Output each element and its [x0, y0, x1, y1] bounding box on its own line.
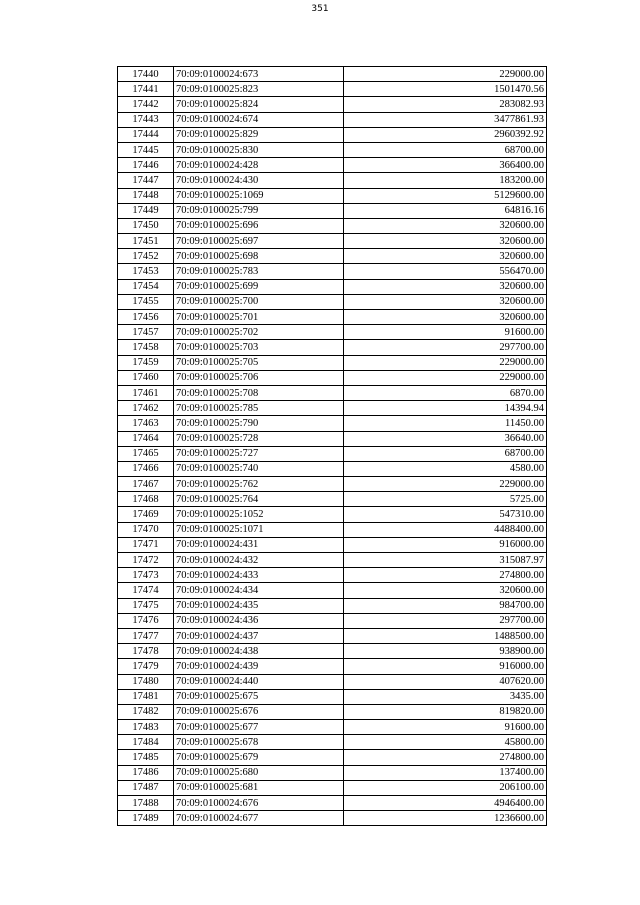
table-row	[118, 431, 547, 446]
row-number-cell: 17488	[118, 796, 174, 811]
table-row	[118, 780, 547, 795]
cadastral-number-cell: 70:09:0100024:434	[174, 583, 344, 598]
cadastral-number-cell: 70:09:0100025:762	[174, 477, 344, 492]
cadastral-number-cell: 70:09:0100025:1052	[174, 507, 344, 522]
cadastral-value-cell: 4488400.00	[344, 522, 547, 537]
cadastral-value-cell: 229000.00	[344, 370, 547, 385]
cadastral-value-cell: 297700.00	[344, 340, 547, 355]
cadastral-number-cell: 70:09:0100024:440	[174, 674, 344, 689]
cadastral-value-cell: 137400.00	[344, 765, 547, 780]
table-row	[118, 750, 547, 765]
cadastral-number-cell: 70:09:0100024:431	[174, 537, 344, 552]
cadastral-number-cell: 70:09:0100025:785	[174, 401, 344, 416]
cadastral-number-cell: 70:09:0100024:673	[174, 67, 344, 82]
cadastral-value-cell: 984700.00	[344, 598, 547, 613]
cadastral-number-cell: 70:09:0100025:705	[174, 355, 344, 370]
row-number-cell: 17448	[118, 188, 174, 203]
cadastral-number-cell: 70:09:0100024:439	[174, 659, 344, 674]
cadastral-value-cell: 229000.00	[344, 477, 547, 492]
table-row	[118, 127, 547, 142]
cadastral-number-cell: 70:09:0100025:699	[174, 279, 344, 294]
row-number-cell: 17460	[118, 370, 174, 385]
cadastral-number-cell: 70:09:0100024:435	[174, 598, 344, 613]
cadastral-number-cell: 70:09:0100025:740	[174, 461, 344, 476]
cadastral-value-cell: 819820.00	[344, 704, 547, 719]
cadastral-value-cell: 4946400.00	[344, 796, 547, 811]
row-number-cell: 17440	[118, 67, 174, 82]
table-row	[118, 97, 547, 112]
row-number-cell: 17471	[118, 537, 174, 552]
row-number-cell: 17456	[118, 310, 174, 325]
cadastral-number-cell: 70:09:0100024:432	[174, 553, 344, 568]
table-row	[118, 522, 547, 537]
cadastral-value-cell: 320600.00	[344, 583, 547, 598]
table-row	[118, 82, 547, 97]
row-number-cell: 17475	[118, 598, 174, 613]
row-number-cell: 17454	[118, 279, 174, 294]
row-number-cell: 17476	[118, 613, 174, 628]
table-row	[118, 234, 547, 249]
cadastral-value-cell: 229000.00	[344, 355, 547, 370]
cadastral-value-cell: 6870.00	[344, 385, 547, 400]
row-number-cell: 17441	[118, 82, 174, 97]
cadastral-value-cell: 45800.00	[344, 735, 547, 750]
cadastral-value-cell: 11450.00	[344, 416, 547, 431]
cadastral-value-cell: 315087.97	[344, 553, 547, 568]
cadastral-value-cell: 91600.00	[344, 720, 547, 735]
cadastral-value-cell: 274800.00	[344, 568, 547, 583]
cadastral-value-cell: 320600.00	[344, 310, 547, 325]
cadastral-number-cell: 70:09:0100025:764	[174, 492, 344, 507]
cadastral-value-cell: 366400.00	[344, 158, 547, 173]
table-row	[118, 628, 547, 643]
table-row	[118, 112, 547, 127]
cadastral-value-cell: 916000.00	[344, 537, 547, 552]
row-number-cell: 17472	[118, 553, 174, 568]
cadastral-value-cell: 556470.00	[344, 264, 547, 279]
row-number-cell: 17468	[118, 492, 174, 507]
table-row	[118, 294, 547, 309]
table-row	[118, 461, 547, 476]
row-number-cell: 17467	[118, 477, 174, 492]
cadastral-value-cell: 1488500.00	[344, 628, 547, 643]
row-number-cell: 17474	[118, 583, 174, 598]
table-row	[118, 811, 547, 826]
row-number-cell: 17482	[118, 704, 174, 719]
cadastral-value-cell: 283082.93	[344, 97, 547, 112]
row-number-cell: 17470	[118, 522, 174, 537]
row-number-cell: 17464	[118, 431, 174, 446]
row-number-cell: 17478	[118, 644, 174, 659]
table-row	[118, 689, 547, 704]
cadastral-number-cell: 70:09:0100025:700	[174, 294, 344, 309]
cadastral-number-cell: 70:09:0100024:436	[174, 613, 344, 628]
row-number-cell: 17445	[118, 142, 174, 157]
cadastral-number-cell: 70:09:0100024:428	[174, 158, 344, 173]
row-number-cell: 17449	[118, 203, 174, 218]
row-number-cell: 17443	[118, 112, 174, 127]
cadastral-value-cell: 1501470.56	[344, 82, 547, 97]
cadastral-number-cell: 70:09:0100025:706	[174, 370, 344, 385]
table-row	[118, 674, 547, 689]
cadastral-value-cell: 320600.00	[344, 234, 547, 249]
table-row	[118, 598, 547, 613]
cadastral-value-cell: 5725.00	[344, 492, 547, 507]
row-number-cell: 17446	[118, 158, 174, 173]
cadastral-value-cell: 320600.00	[344, 249, 547, 264]
row-number-cell: 17458	[118, 340, 174, 355]
table-row	[118, 158, 547, 173]
table-row	[118, 401, 547, 416]
table-row	[118, 173, 547, 188]
cadastral-number-cell: 70:09:0100025:1071	[174, 522, 344, 537]
cadastral-number-cell: 70:09:0100025:799	[174, 203, 344, 218]
row-number-cell: 17485	[118, 750, 174, 765]
table-row	[118, 355, 547, 370]
cadastral-number-cell: 70:09:0100025:680	[174, 765, 344, 780]
row-number-cell: 17442	[118, 97, 174, 112]
cadastral-number-cell: 70:09:0100025:824	[174, 97, 344, 112]
table-row	[118, 765, 547, 780]
cadastral-number-cell: 70:09:0100025:676	[174, 704, 344, 719]
row-number-cell: 17486	[118, 765, 174, 780]
cadastral-number-cell: 70:09:0100024:677	[174, 811, 344, 826]
cadastral-value-cell: 36640.00	[344, 431, 547, 446]
table-row	[118, 142, 547, 157]
row-number-cell: 17479	[118, 659, 174, 674]
table-row	[118, 370, 547, 385]
cadastral-number-cell: 70:09:0100025:697	[174, 234, 344, 249]
cadastral-value-cell: 297700.00	[344, 613, 547, 628]
cadastral-number-cell: 70:09:0100025:1069	[174, 188, 344, 203]
table-row	[118, 659, 547, 674]
cadastral-value-cell: 547310.00	[344, 507, 547, 522]
cadastral-number-cell: 70:09:0100025:708	[174, 385, 344, 400]
table-row	[118, 796, 547, 811]
cadastral-value-cell: 4580.00	[344, 461, 547, 476]
table-row	[118, 553, 547, 568]
row-number-cell: 17462	[118, 401, 174, 416]
cadastral-value-cell: 206100.00	[344, 780, 547, 795]
cadastral-number-cell: 70:09:0100025:681	[174, 780, 344, 795]
table-row	[118, 446, 547, 461]
cadastral-number-cell: 70:09:0100025:830	[174, 142, 344, 157]
table-body	[118, 67, 547, 826]
cadastral-value-cell: 5129600.00	[344, 188, 547, 203]
table-row	[118, 583, 547, 598]
row-number-cell: 17481	[118, 689, 174, 704]
row-number-cell: 17466	[118, 461, 174, 476]
cadastral-value-cell: 3477861.93	[344, 112, 547, 127]
cadastral-value-cell: 68700.00	[344, 142, 547, 157]
table-row	[118, 477, 547, 492]
cadastral-number-cell: 70:09:0100025:829	[174, 127, 344, 142]
cadastral-value-cell: 320600.00	[344, 294, 547, 309]
row-number-cell: 17489	[118, 811, 174, 826]
cadastral-number-cell: 70:09:0100024:674	[174, 112, 344, 127]
cadastral-number-cell: 70:09:0100025:701	[174, 310, 344, 325]
cadastral-value-cell: 320600.00	[344, 279, 547, 294]
page-number: 351	[311, 4, 329, 14]
cadastral-value-cell: 320600.00	[344, 218, 547, 233]
table-row	[118, 735, 547, 750]
cadastral-number-cell: 70:09:0100024:437	[174, 628, 344, 643]
cadastral-value-cell: 407620.00	[344, 674, 547, 689]
table-row	[118, 264, 547, 279]
table-row	[118, 537, 547, 552]
row-number-cell: 17455	[118, 294, 174, 309]
cadastral-number-cell: 70:09:0100025:790	[174, 416, 344, 431]
cadastral-number-cell: 70:09:0100025:727	[174, 446, 344, 461]
row-number-cell: 17457	[118, 325, 174, 340]
table-row	[118, 568, 547, 583]
cadastral-number-cell: 70:09:0100024:676	[174, 796, 344, 811]
table-row	[118, 416, 547, 431]
table-row	[118, 203, 547, 218]
cadastral-number-cell: 70:09:0100024:438	[174, 644, 344, 659]
cadastral-number-cell: 70:09:0100025:728	[174, 431, 344, 446]
table-row	[118, 704, 547, 719]
row-number-cell: 17477	[118, 628, 174, 643]
table-row	[118, 613, 547, 628]
cadastral-number-cell: 70:09:0100025:677	[174, 720, 344, 735]
cadastral-value-cell: 68700.00	[344, 446, 547, 461]
cadastral-value-cell: 91600.00	[344, 325, 547, 340]
cadastral-number-cell: 70:09:0100025:679	[174, 750, 344, 765]
cadastral-value-table	[117, 66, 547, 826]
row-number-cell: 17453	[118, 264, 174, 279]
row-number-cell: 17461	[118, 385, 174, 400]
cadastral-number-cell: 70:09:0100024:433	[174, 568, 344, 583]
table-row	[118, 279, 547, 294]
table-row	[118, 325, 547, 340]
cadastral-number-cell: 70:09:0100025:678	[174, 735, 344, 750]
row-number-cell: 17487	[118, 780, 174, 795]
table-row	[118, 218, 547, 233]
cadastral-number-cell: 70:09:0100025:823	[174, 82, 344, 97]
table-row	[118, 340, 547, 355]
cadastral-number-cell: 70:09:0100025:702	[174, 325, 344, 340]
cadastral-value-cell: 183200.00	[344, 173, 547, 188]
table-row	[118, 720, 547, 735]
cadastral-value-cell: 229000.00	[344, 67, 547, 82]
cadastral-value-cell: 938900.00	[344, 644, 547, 659]
table-row	[118, 507, 547, 522]
row-number-cell: 17473	[118, 568, 174, 583]
row-number-cell: 17480	[118, 674, 174, 689]
row-number-cell: 17483	[118, 720, 174, 735]
cadastral-number-cell: 70:09:0100025:675	[174, 689, 344, 704]
cadastral-number-cell: 70:09:0100025:783	[174, 264, 344, 279]
cadastral-number-cell: 70:09:0100024:430	[174, 173, 344, 188]
table-row	[118, 67, 547, 82]
cadastral-value-cell: 3435.00	[344, 689, 547, 704]
row-number-cell: 17484	[118, 735, 174, 750]
table-row	[118, 644, 547, 659]
table-row	[118, 492, 547, 507]
cadastral-number-cell: 70:09:0100025:696	[174, 218, 344, 233]
row-number-cell: 17452	[118, 249, 174, 264]
row-number-cell: 17469	[118, 507, 174, 522]
cadastral-value-cell: 1236600.00	[344, 811, 547, 826]
row-number-cell: 17444	[118, 127, 174, 142]
row-number-cell: 17465	[118, 446, 174, 461]
table-row	[118, 385, 547, 400]
cadastral-value-cell: 64816.16	[344, 203, 547, 218]
cadastral-number-cell: 70:09:0100025:703	[174, 340, 344, 355]
cadastral-value-cell: 14394.94	[344, 401, 547, 416]
cadastral-value-cell: 274800.00	[344, 750, 547, 765]
table-row	[118, 188, 547, 203]
row-number-cell: 17450	[118, 218, 174, 233]
row-number-cell: 17459	[118, 355, 174, 370]
cadastral-number-cell: 70:09:0100025:698	[174, 249, 344, 264]
table-row	[118, 310, 547, 325]
row-number-cell: 17447	[118, 173, 174, 188]
row-number-cell: 17463	[118, 416, 174, 431]
table-row	[118, 249, 547, 264]
cadastral-value-cell: 916000.00	[344, 659, 547, 674]
cadastral-value-cell: 2960392.92	[344, 127, 547, 142]
row-number-cell: 17451	[118, 234, 174, 249]
